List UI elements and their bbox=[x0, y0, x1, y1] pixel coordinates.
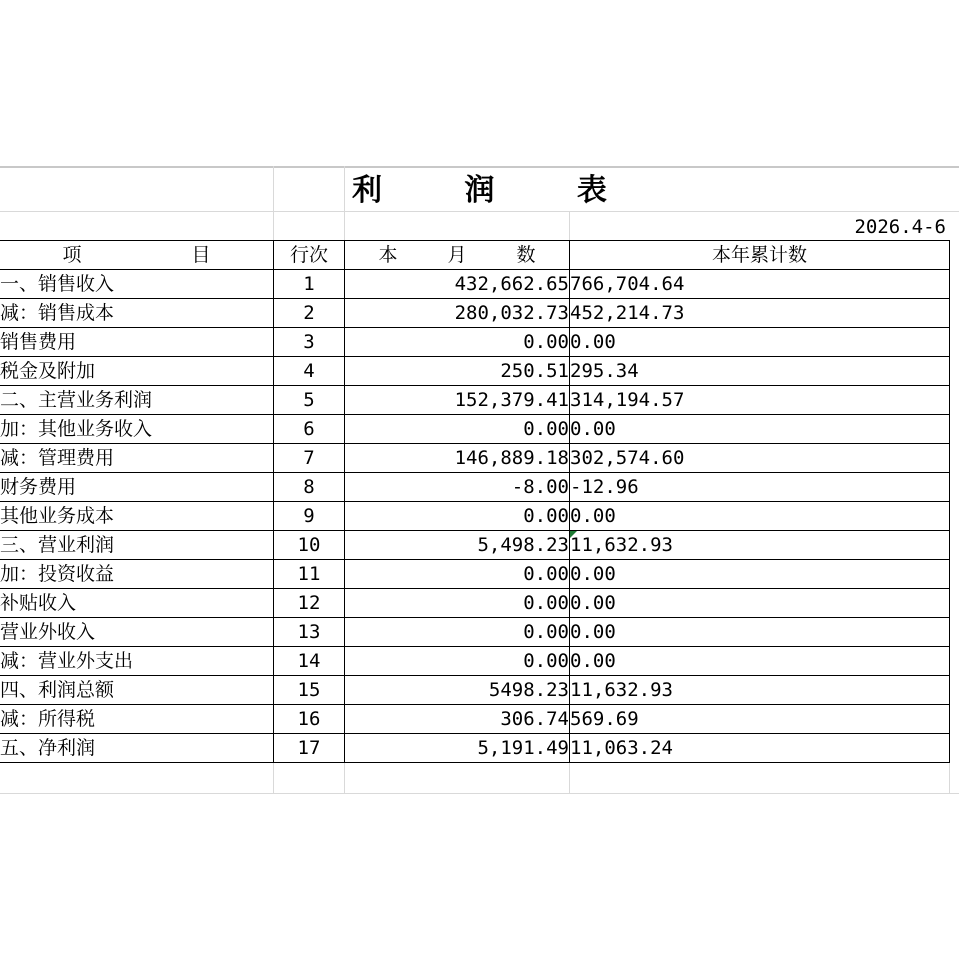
year-amount-cell[interactable]: 0.00 bbox=[570, 560, 950, 589]
year-amount-cell[interactable]: 0.00 bbox=[570, 415, 950, 444]
header-row-no[interactable]: 行次 bbox=[274, 241, 345, 270]
item-cell[interactable]: 销售费用 bbox=[0, 328, 274, 357]
row-number-cell[interactable]: 4 bbox=[274, 357, 345, 386]
gridline bbox=[569, 762, 570, 794]
month-amount-cell[interactable]: 0.00 bbox=[345, 589, 570, 618]
month-amount-cell[interactable]: 0.00 bbox=[345, 618, 570, 647]
gridline bbox=[273, 762, 274, 794]
income-statement-table bbox=[0, 240, 950, 763]
month-amount-cell[interactable]: 0.00 bbox=[345, 560, 570, 589]
month-amount-cell[interactable]: -8.00 bbox=[345, 473, 570, 502]
sheet-top-border bbox=[0, 166, 959, 168]
table-row bbox=[0, 502, 950, 531]
table-row bbox=[0, 647, 950, 676]
year-amount-cell[interactable]: 0.00 bbox=[570, 589, 950, 618]
row-number-cell[interactable]: 2 bbox=[274, 299, 345, 328]
item-cell[interactable]: 税金及附加 bbox=[0, 357, 274, 386]
year-amount-cell[interactable]: 0.00 bbox=[570, 647, 950, 676]
item-cell[interactable]: 三、营业利润 bbox=[0, 531, 274, 560]
row-number-cell[interactable]: 3 bbox=[274, 328, 345, 357]
month-amount-cell[interactable]: 280,032.73 bbox=[345, 299, 570, 328]
item-cell[interactable]: 补贴收入 bbox=[0, 589, 274, 618]
table-row bbox=[0, 676, 950, 705]
header-month[interactable] bbox=[345, 241, 570, 270]
month-amount-cell[interactable]: 5,191.49 bbox=[345, 734, 570, 763]
table-row bbox=[0, 589, 950, 618]
report-period[interactable]: 2026.4-6 bbox=[854, 216, 946, 238]
row-number-cell[interactable]: 7 bbox=[274, 444, 345, 473]
month-amount-cell[interactable]: 306.74 bbox=[345, 705, 570, 734]
item-cell[interactable]: 四、利润总额 bbox=[0, 676, 274, 705]
row-number-cell[interactable]: 1 bbox=[274, 270, 345, 299]
year-amount-cell[interactable]: 11,632.93 bbox=[570, 531, 950, 560]
month-amount-cell[interactable]: 5498.23 bbox=[345, 676, 570, 705]
item-cell[interactable]: 一、销售收入 bbox=[0, 270, 274, 299]
row-number-cell[interactable]: 17 bbox=[274, 734, 345, 763]
table-row bbox=[0, 444, 950, 473]
year-amount-cell[interactable]: 302,574.60 bbox=[570, 444, 950, 473]
table-row bbox=[0, 734, 950, 763]
row-number-cell[interactable]: 5 bbox=[274, 386, 345, 415]
table-row bbox=[0, 705, 950, 734]
month-amount-cell[interactable]: 152,379.41 bbox=[345, 386, 570, 415]
month-amount-cell[interactable]: 146,889.18 bbox=[345, 444, 570, 473]
item-cell[interactable]: 二、主营业务利润 bbox=[0, 386, 274, 415]
year-amount-cell[interactable]: 11,063.24 bbox=[570, 734, 950, 763]
table-row bbox=[0, 299, 950, 328]
row-number-cell[interactable]: 12 bbox=[274, 589, 345, 618]
cell-error-indicator bbox=[570, 531, 577, 538]
item-cell[interactable]: 其他业务成本 bbox=[0, 502, 274, 531]
item-cell[interactable]: 五、净利润 bbox=[0, 734, 274, 763]
year-amount-cell[interactable]: 0.00 bbox=[570, 618, 950, 647]
year-amount-cell[interactable]: -12.96 bbox=[570, 473, 950, 502]
item-cell[interactable]: 减：管理费用 bbox=[0, 444, 274, 473]
month-amount-cell[interactable]: 0.00 bbox=[345, 415, 570, 444]
table-row bbox=[0, 560, 950, 589]
year-amount-cell[interactable]: 569.69 bbox=[570, 705, 950, 734]
header-year[interactable]: 本年累计数 bbox=[570, 241, 950, 270]
row-number-cell[interactable]: 15 bbox=[274, 676, 345, 705]
item-cell[interactable]: 加：其他业务收入 bbox=[0, 415, 274, 444]
table-row bbox=[0, 415, 950, 444]
year-amount-cell[interactable]: 0.00 bbox=[570, 502, 950, 531]
header-row bbox=[0, 241, 950, 270]
header-month-label: 本 月 数 bbox=[378, 244, 558, 266]
header-item[interactable] bbox=[0, 241, 274, 270]
table-row bbox=[0, 328, 950, 357]
item-cell[interactable]: 减：所得税 bbox=[0, 705, 274, 734]
month-amount-cell[interactable]: 0.00 bbox=[345, 502, 570, 531]
header-item-label: 项 目 bbox=[62, 244, 263, 266]
table-row bbox=[0, 270, 950, 299]
row-number-cell[interactable]: 13 bbox=[274, 618, 345, 647]
year-amount-cell[interactable]: 11,632.93 bbox=[570, 676, 950, 705]
year-amount-cell[interactable]: 766,704.64 bbox=[570, 270, 950, 299]
year-amount-cell[interactable]: 314,194.57 bbox=[570, 386, 950, 415]
item-cell[interactable]: 加：投资收益 bbox=[0, 560, 274, 589]
row-number-cell[interactable]: 11 bbox=[274, 560, 345, 589]
year-amount-cell[interactable]: 295.34 bbox=[570, 357, 950, 386]
gridline bbox=[949, 762, 950, 794]
table-row bbox=[0, 473, 950, 502]
row-number-cell[interactable]: 9 bbox=[274, 502, 345, 531]
gridline bbox=[344, 762, 345, 794]
month-amount-cell[interactable]: 5,498.23 bbox=[345, 531, 570, 560]
year-amount-cell[interactable]: 0.00 bbox=[570, 328, 950, 357]
table-row bbox=[0, 386, 950, 415]
table-row bbox=[0, 531, 950, 560]
gridline bbox=[0, 793, 959, 794]
row-number-cell[interactable]: 16 bbox=[274, 705, 345, 734]
row-number-cell[interactable]: 6 bbox=[274, 415, 345, 444]
item-cell[interactable]: 减：销售成本 bbox=[0, 299, 274, 328]
item-cell[interactable]: 营业外收入 bbox=[0, 618, 274, 647]
row-number-cell[interactable]: 10 bbox=[274, 531, 345, 560]
table-row bbox=[0, 618, 950, 647]
row-number-cell[interactable]: 14 bbox=[274, 647, 345, 676]
row-number-cell[interactable]: 8 bbox=[274, 473, 345, 502]
month-amount-cell[interactable]: 0.00 bbox=[345, 647, 570, 676]
item-cell[interactable]: 减：营业外支出 bbox=[0, 647, 274, 676]
table-row bbox=[0, 357, 950, 386]
report-title: 利 润 表 bbox=[352, 173, 643, 208]
item-cell[interactable]: 财务费用 bbox=[0, 473, 274, 502]
gridline bbox=[569, 211, 570, 240]
month-amount-cell[interactable]: 0.00 bbox=[345, 328, 570, 357]
month-amount-cell[interactable]: 250.51 bbox=[345, 357, 570, 386]
month-amount-cell[interactable]: 432,662.65 bbox=[345, 270, 570, 299]
year-amount-cell[interactable]: 452,214.73 bbox=[570, 299, 950, 328]
